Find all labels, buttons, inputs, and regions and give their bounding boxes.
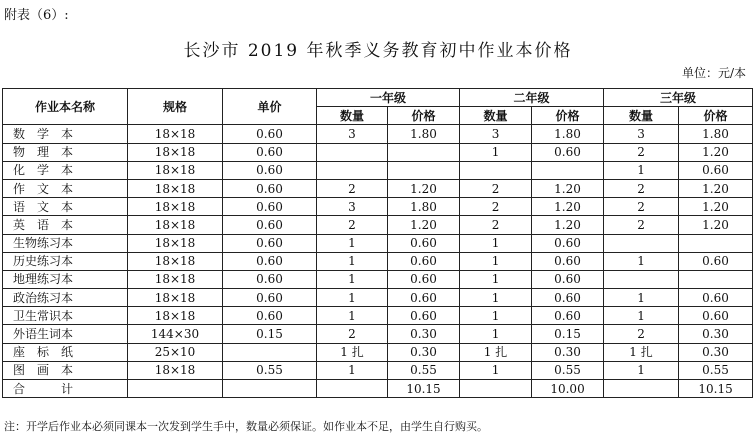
- cell-g1-qty: 3: [317, 198, 388, 216]
- cell-g2-qty: 1: [460, 361, 532, 379]
- cell-unit-price: 0.60: [223, 252, 317, 270]
- cell-name: 作 文 本: [3, 179, 128, 197]
- cell-g3-qty: 2: [604, 198, 679, 216]
- cell-name: 生物练习本: [3, 234, 128, 252]
- cell-unit-price: 0.60: [223, 307, 317, 325]
- cell-spec: 18×18: [128, 125, 223, 143]
- cell-unit-price: 0.60: [223, 179, 317, 197]
- price-table: [2, 88, 753, 398]
- cell-name: 外语生词本: [3, 325, 128, 343]
- cell-g3-price: 1.20: [679, 198, 753, 216]
- cell-g3-price: 1.80: [679, 125, 753, 143]
- cell-g2-price: 0.60: [532, 234, 604, 252]
- cell-name: 图 画 本: [3, 361, 128, 379]
- cell-spec: 18×18: [128, 198, 223, 216]
- cell-name: 语 文 本: [3, 198, 128, 216]
- cell-g2-price: 1.80: [532, 125, 604, 143]
- cell-unit-price: 0.60: [223, 216, 317, 234]
- cell-g3-qty: [604, 234, 679, 252]
- cell-g1-price: [388, 143, 460, 161]
- cell-unit-price: 0.15: [223, 325, 317, 343]
- table-row: [3, 161, 753, 179]
- cell-unit-price: 0.60: [223, 198, 317, 216]
- cell-g3-price: 10.15: [679, 380, 753, 398]
- cell-g2-price: 0.60: [532, 270, 604, 288]
- cell-g2-price: 1.20: [532, 179, 604, 197]
- cell-g1-qty: 2: [317, 216, 388, 234]
- cell-unit-price: 0.60: [223, 161, 317, 179]
- cell-g1-qty: 1: [317, 270, 388, 288]
- cell-name: 数 学 本: [3, 125, 128, 143]
- table-row: [3, 307, 753, 325]
- cell-g1-qty: [317, 380, 388, 398]
- cell-g2-price: 1.20: [532, 216, 604, 234]
- cell-g1-qty: [317, 143, 388, 161]
- cell-g2-qty: 1: [460, 143, 532, 161]
- cell-g2-price: 0.60: [532, 289, 604, 307]
- cell-g2-price: 10.00: [532, 380, 604, 398]
- table-row: [3, 198, 753, 216]
- cell-spec: 18×18: [128, 161, 223, 179]
- cell-g2-price: 0.55: [532, 361, 604, 379]
- cell-g2-price: 0.60: [532, 307, 604, 325]
- cell-g3-qty: 1: [604, 361, 679, 379]
- cell-spec: [128, 380, 223, 398]
- table-row: [3, 216, 753, 234]
- cell-g3-price: 0.60: [679, 289, 753, 307]
- cell-g2-qty: 3: [460, 125, 532, 143]
- cell-g1-price: 0.60: [388, 307, 460, 325]
- cell-g2-price: 0.60: [532, 143, 604, 161]
- cell-g3-qty: 1: [604, 252, 679, 270]
- cell-unit-price: [223, 380, 317, 398]
- header-g1-price: 价格: [388, 107, 460, 125]
- cell-g1-qty: 1: [317, 361, 388, 379]
- header-grade3: 三年级: [604, 89, 753, 107]
- header-grade2: 二年级: [460, 89, 604, 107]
- cell-g3-qty: 2: [604, 143, 679, 161]
- cell-g1-qty: 2: [317, 179, 388, 197]
- cell-spec: 18×18: [128, 270, 223, 288]
- header-g1-qty: 数量: [317, 107, 388, 125]
- cell-g2-qty: 1: [460, 289, 532, 307]
- cell-spec: 18×18: [128, 216, 223, 234]
- attachment-label: 附表（6）:: [4, 8, 69, 23]
- cell-g1-price: 0.60: [388, 270, 460, 288]
- cell-name: 合 计: [3, 380, 128, 398]
- cell-unit-price: 0.55: [223, 361, 317, 379]
- header-g2-qty: 数量: [460, 107, 532, 125]
- cell-g3-qty: 2: [604, 216, 679, 234]
- table-row: [3, 289, 753, 307]
- cell-g1-price: 1.20: [388, 179, 460, 197]
- cell-g2-qty: [460, 380, 532, 398]
- cell-g2-price: [532, 161, 604, 179]
- cell-g3-qty: 3: [604, 125, 679, 143]
- cell-g1-price: 1.80: [388, 125, 460, 143]
- cell-spec: 18×18: [128, 307, 223, 325]
- cell-g1-price: 0.55: [388, 361, 460, 379]
- cell-unit-price: 0.60: [223, 143, 317, 161]
- total-row: [3, 380, 753, 398]
- header-g3-qty: 数量: [604, 107, 679, 125]
- cell-spec: 18×18: [128, 179, 223, 197]
- cell-g1-qty: 1 扎: [317, 343, 388, 361]
- header-g3-price: 价格: [679, 107, 753, 125]
- page-title: 长沙市 2019 年秋季义务教育初中作业本价格: [183, 41, 573, 61]
- cell-g1-qty: 3: [317, 125, 388, 143]
- cell-g2-qty: 2: [460, 216, 532, 234]
- table-row: [3, 125, 753, 143]
- header-name: 作业本名称: [3, 89, 128, 125]
- cell-g1-qty: 1: [317, 234, 388, 252]
- cell-g3-qty: 1: [604, 161, 679, 179]
- cell-g2-qty: 2: [460, 179, 532, 197]
- cell-g1-price: 0.30: [388, 343, 460, 361]
- cell-g3-price: [679, 234, 753, 252]
- cell-g2-qty: 1: [460, 307, 532, 325]
- header-row-1: [3, 89, 753, 107]
- cell-unit-price: [223, 343, 317, 361]
- cell-g3-qty: 1: [604, 307, 679, 325]
- cell-spec: 18×18: [128, 361, 223, 379]
- cell-g3-price: 0.60: [679, 161, 753, 179]
- cell-spec: 18×18: [128, 234, 223, 252]
- cell-g3-price: 1.20: [679, 143, 753, 161]
- header-spec: 规格: [128, 89, 223, 125]
- cell-g3-price: [679, 270, 753, 288]
- cell-unit-price: 0.60: [223, 289, 317, 307]
- table-row: [3, 361, 753, 379]
- cell-g2-qty: 1: [460, 252, 532, 270]
- cell-g3-price: 0.60: [679, 307, 753, 325]
- cell-g1-qty: [317, 161, 388, 179]
- table-row: [3, 270, 753, 288]
- table-row: [3, 325, 753, 343]
- cell-g1-price: 0.60: [388, 234, 460, 252]
- cell-name: 卫生常识本: [3, 307, 128, 325]
- cell-g2-price: 1.20: [532, 198, 604, 216]
- cell-g2-price: 0.15: [532, 325, 604, 343]
- cell-g1-price: 0.60: [388, 289, 460, 307]
- cell-g2-qty: 1: [460, 325, 532, 343]
- cell-name: 历史练习本: [3, 252, 128, 270]
- cell-g1-qty: 1: [317, 252, 388, 270]
- header-unit-price: 单价: [223, 89, 317, 125]
- cell-name: 座 标 纸: [3, 343, 128, 361]
- cell-g1-price: 1.20: [388, 216, 460, 234]
- cell-g1-price: 0.30: [388, 325, 460, 343]
- cell-name: 英 语 本: [3, 216, 128, 234]
- cell-g1-qty: 2: [317, 325, 388, 343]
- cell-name: 政治练习本: [3, 289, 128, 307]
- cell-spec: 144×30: [128, 325, 223, 343]
- cell-g2-price: 0.60: [532, 252, 604, 270]
- cell-g2-price: 0.30: [532, 343, 604, 361]
- cell-g2-qty: 1: [460, 234, 532, 252]
- cell-g1-price: 1.80: [388, 198, 460, 216]
- cell-g3-qty: [604, 270, 679, 288]
- cell-name: 物 理 本: [3, 143, 128, 161]
- cell-g1-price: 0.60: [388, 252, 460, 270]
- cell-g2-qty: [460, 161, 532, 179]
- cell-g3-qty: 1 扎: [604, 343, 679, 361]
- cell-g3-qty: [604, 380, 679, 398]
- cell-g3-price: 0.60: [679, 252, 753, 270]
- cell-g1-qty: 1: [317, 289, 388, 307]
- cell-name: 地理练习本: [3, 270, 128, 288]
- table-row: [3, 252, 753, 270]
- footnote: 注：开学后作业本必须同课本一次发到学生手中，数量必须保证。如作业本不足，由学生自行购买。: [4, 420, 488, 433]
- cell-unit-price: 0.60: [223, 125, 317, 143]
- table-row: [3, 234, 753, 252]
- table-row: [3, 143, 753, 161]
- cell-g3-price: 0.30: [679, 343, 753, 361]
- cell-unit-price: 0.60: [223, 234, 317, 252]
- cell-spec: 18×18: [128, 289, 223, 307]
- cell-spec: 25×10: [128, 343, 223, 361]
- cell-g3-price: 1.20: [679, 216, 753, 234]
- table-row: [3, 343, 753, 361]
- cell-g1-price: 10.15: [388, 380, 460, 398]
- table-row: [3, 179, 753, 197]
- cell-g1-price: [388, 161, 460, 179]
- cell-g3-qty: 1: [604, 289, 679, 307]
- cell-g3-price: 0.55: [679, 361, 753, 379]
- cell-unit-price: 0.60: [223, 270, 317, 288]
- cell-g3-qty: 2: [604, 325, 679, 343]
- header-grade1: 一年级: [317, 89, 460, 107]
- unit-label: 单位：元/本: [681, 66, 746, 80]
- cell-g2-qty: 2: [460, 198, 532, 216]
- cell-g2-qty: 1 扎: [460, 343, 532, 361]
- cell-g3-qty: 2: [604, 179, 679, 197]
- cell-g3-price: 0.30: [679, 325, 753, 343]
- cell-spec: 18×18: [128, 252, 223, 270]
- cell-name: 化 学 本: [3, 161, 128, 179]
- cell-g3-price: 1.20: [679, 179, 753, 197]
- cell-g1-qty: 1: [317, 307, 388, 325]
- cell-spec: 18×18: [128, 143, 223, 161]
- header-g2-price: 价格: [532, 107, 604, 125]
- cell-g2-qty: 1: [460, 270, 532, 288]
